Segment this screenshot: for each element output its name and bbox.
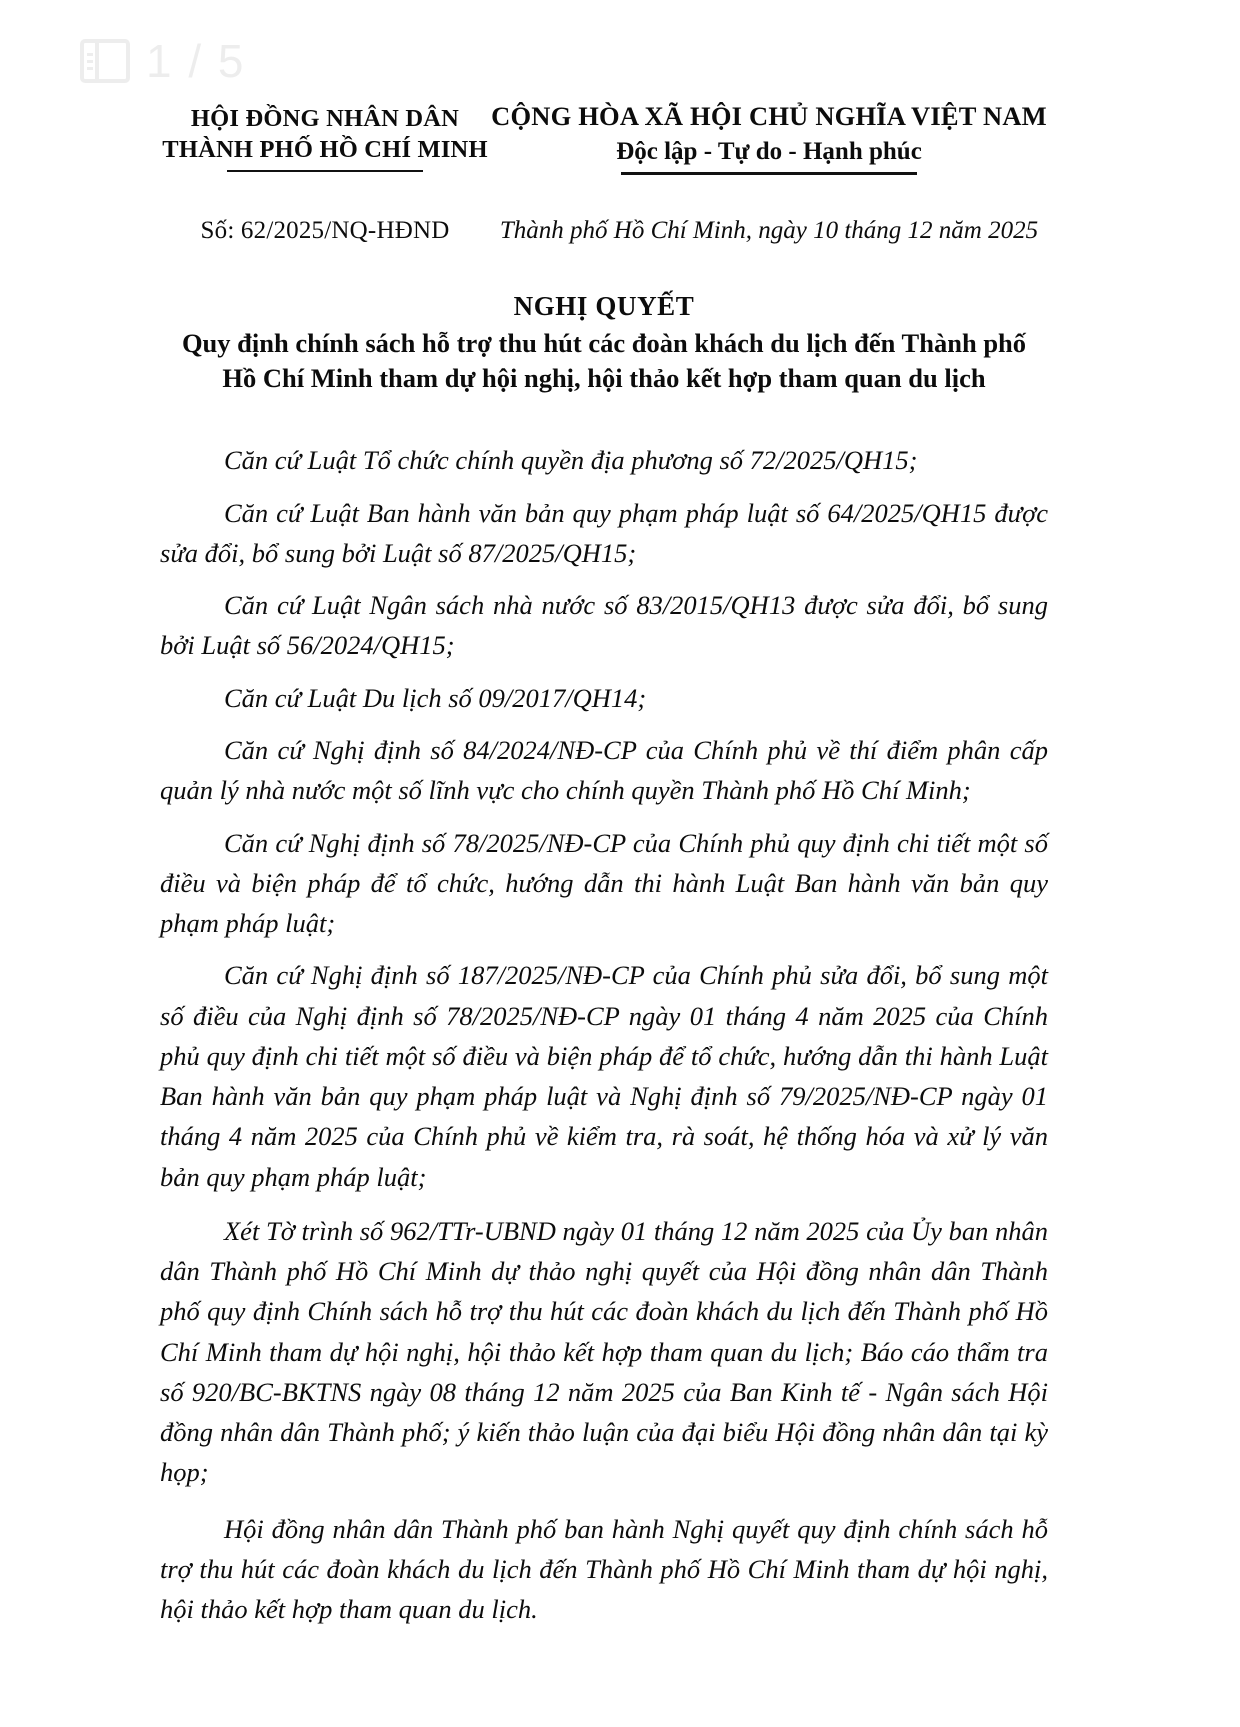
document-subject-line-2: Hồ Chí Minh tham dự hội nghị, hội thảo kết hợp tham quan du lịch bbox=[222, 363, 986, 394]
title-block bbox=[160, 291, 1048, 396]
preamble-paragraph: Căn cứ Luật Ban hành văn bản quy phạm pháp luật số 64/2025/QH15 được sửa đổi, bổ sung bởi Luật số 87/2025/QH15; bbox=[160, 497, 1048, 568]
issuing-authority-line-1: HỘI ĐỒNG NHÂN DÂN bbox=[190, 105, 460, 132]
preamble-paragraph: Căn cứ Nghị định số 187/2025/NĐ-CP của Chính phủ sửa đổi, bổ sung một số điều của Nghị định số 78/2025/NĐ-CP ngày 01 tháng 4 năm 2025 của Chính phủ quy định chi tiết một số điều và biện pháp để tổ chức, hướng dẫn thi hành Luật Ban hành văn bản quy phạm pháp luật và Nghị định số 79/2025/NĐ-CP ngày 01 tháng 4 năm 2025 của Chính phủ về kiểm tra, rà soát, hệ thống hóa và xử lý văn bản quy phạm pháp luật; bbox=[160, 960, 1048, 1192]
viewer-page-overlay bbox=[80, 35, 246, 87]
page-indicator: 1 / 5 bbox=[146, 35, 246, 87]
document-subject-line-1: Quy định chính sách hỗ trợ thu hút các đoàn khách du lịch đến Thành phố bbox=[181, 327, 1027, 358]
preamble-paragraph: Căn cứ Nghị định số 84/2024/NĐ-CP của Chính phủ về thí điểm phân cấp quản lý nhà nước một số lĩnh vực cho chính quyền Thành phố Hồ Chí Minh; bbox=[160, 734, 1048, 806]
national-heading-block bbox=[490, 100, 1048, 175]
enacting-clause: Hội đồng nhân dân Thành phố ban hành Nghị quyết quy định chính sách hỗ trợ thu hút các đoàn khách du lịch đến Thành phố Hồ Chí Minh tham dự hội nghị, hội thảo kết hợp tham quan du lịch. bbox=[160, 1513, 1048, 1625]
national-motto: Độc lập - Tự do - Hạnh phúc bbox=[616, 137, 922, 165]
issuing-authority-block bbox=[160, 100, 490, 172]
issuing-authority-underline bbox=[227, 170, 423, 173]
preamble-paragraph: Căn cứ Luật Tổ chức chính quyền địa phương số 72/2025/QH15; bbox=[224, 445, 918, 476]
place-and-date: Thành phố Hồ Chí Minh, ngày 10 tháng 12 năm 2025 bbox=[499, 216, 1039, 244]
document-content bbox=[160, 100, 1048, 1630]
document-kind-heading: NGHỊ QUYẾT bbox=[513, 290, 695, 321]
preamble-paragraph: Căn cứ Luật Du lịch số 09/2017/QH14; bbox=[224, 682, 647, 713]
preamble-section bbox=[160, 440, 1048, 1629]
document-subject-title bbox=[160, 326, 1048, 396]
letterhead bbox=[160, 100, 1048, 175]
layout-panel-icon[interactable] bbox=[80, 39, 130, 83]
preamble-paragraph: Xét Tờ trình số 962/TTr-UBND ngày 01 tháng 12 năm 2025 của Ủy ban nhân dân Thành phố Hồ Chí Minh dự thảo nghị quyết của Hội đồng nhân dân Thành phố quy định Chính sách hỗ trợ thu hút các đoàn khách du lịch đến Thành phố Hồ Chí Minh tham dự hội nghị, hội thảo kết hợp tham quan du lịch; Báo cáo thẩm tra số 920/BC-BKTNS ngày 08 tháng 12 năm 2025 của Ban Kinh tế - Ngân sách Hội đồng nhân dân Thành phố; ý kiến thảo luận của đại biểu Hội đồng nhân dân tại kỳ họp; bbox=[160, 1215, 1048, 1488]
preamble-paragraph: Căn cứ Luật Ngân sách nhà nước số 83/2015/QH13 được sửa đổi, bổ sung bởi Luật số 56/2024/QH15; bbox=[160, 590, 1048, 661]
document-number: Số: 62/2025/NQ-HĐND bbox=[200, 216, 450, 244]
issuing-authority-line-2: THÀNH PHỐ HỒ CHÍ MINH bbox=[162, 136, 488, 164]
national-motto-underline bbox=[621, 172, 917, 175]
country-name: CỘNG HÒA XÃ HỘI CHỦ NGHĨA VIỆT NAM bbox=[491, 101, 1047, 131]
document-meta-row bbox=[160, 217, 1048, 245]
preamble-paragraph: Căn cứ Nghị định số 78/2025/NĐ-CP của Chính phủ quy định chi tiết một số điều và biện pháp để tổ chức, hướng dẫn thi hành Luật Ban hành văn bản quy phạm pháp luật; bbox=[160, 827, 1048, 939]
